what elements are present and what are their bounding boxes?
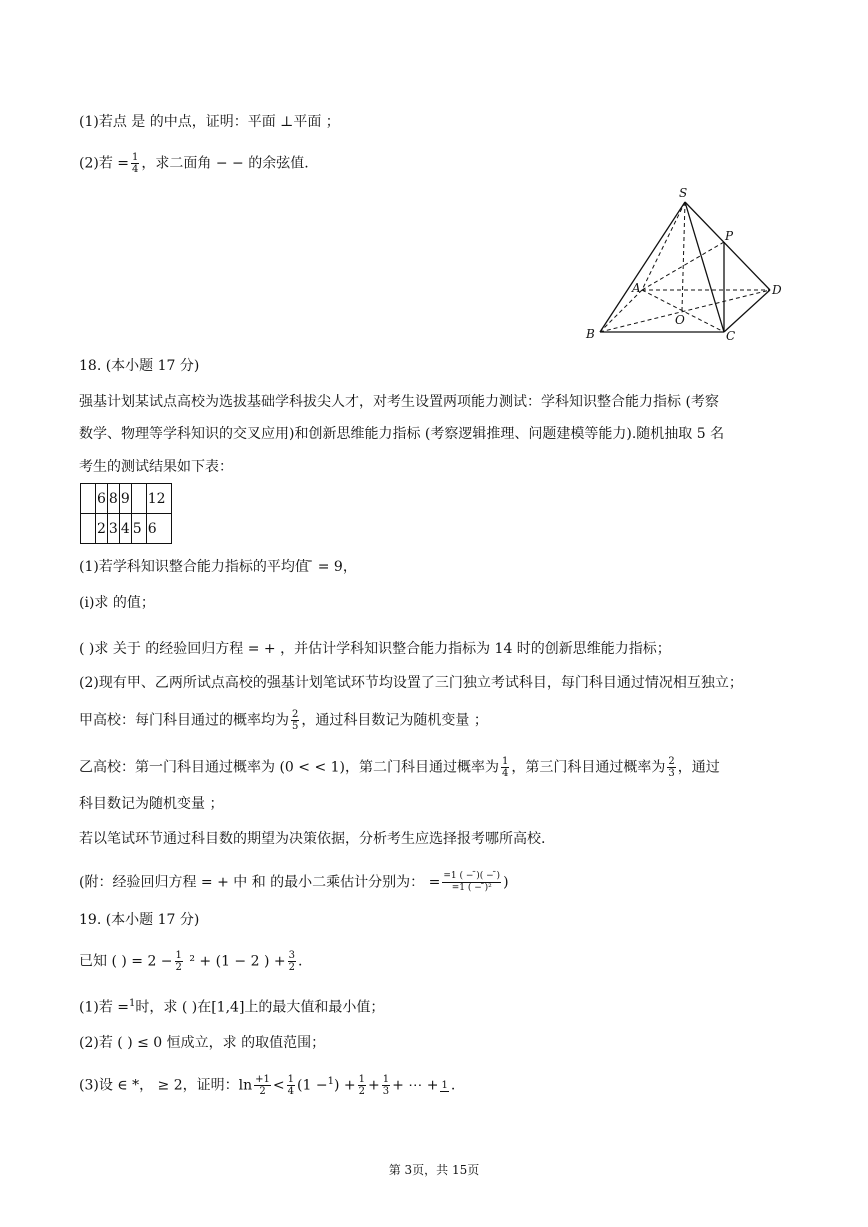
- q17-part2-text-b: ，求二面角 − − 的余弦值.: [141, 155, 309, 172]
- q17-part2: [79, 152, 309, 175]
- q19-header: 19. (本小题 17 分): [79, 912, 200, 928]
- table-cell: 6: [96, 484, 108, 514]
- table-cell: 5: [131, 514, 146, 544]
- def-fraction-2: $\frac{3}{2}$: [288, 950, 295, 973]
- q19-definition: [79, 950, 302, 973]
- q19-part3: [79, 1072, 455, 1097]
- yi-text-b: ，第三门科目通过概率为: [511, 759, 666, 776]
- table-cell: 12: [146, 484, 171, 514]
- table-cell: 3: [107, 514, 119, 544]
- q19p1-text-b: 时，求 ( )在[1,4]上的最大值和最小值；: [135, 999, 385, 1016]
- label-D: D: [772, 283, 782, 297]
- q19p3-fraction-5: 1: [441, 1079, 448, 1091]
- q19p3-sup: 1: [327, 1076, 334, 1087]
- q18-intro-line2: 数学、物理等学科知识的交叉应用)和创新思维能力指标 (考察逻辑推理、问题建模等能力).随机抽取 5 名: [79, 426, 725, 442]
- q19p3-fraction-4: $\frac{1}{3}$: [382, 1074, 390, 1098]
- table-row: [81, 484, 172, 514]
- edge-AB: [600, 290, 642, 332]
- q18-part1: (1)若学科知识整合能力指标的平均值 ̄ = 9，: [79, 559, 357, 575]
- label-S: S: [679, 186, 688, 200]
- label-P: P: [725, 229, 734, 243]
- jia-text-b: ，通过科目数记为随机变量 ；: [301, 712, 488, 729]
- edge-SA: [642, 202, 685, 290]
- q19p1-sup: 1: [129, 998, 136, 1009]
- table-cell: 6: [146, 514, 171, 544]
- appendix-text-a: (附：经验回归方程 = + 中 和 的最小二乘估计分别为： =: [79, 874, 441, 891]
- q19p3-fraction-3: $\frac{1}{2}$: [358, 1074, 365, 1098]
- q18-school-yi: [79, 756, 720, 779]
- label-A: A: [632, 281, 641, 295]
- def-text-b: ² + (1 − 2 ) +: [184, 953, 286, 970]
- q18-part1-ii: ( )求 关于 的经验回归方程 = + ，并估计学科知识整合能力指标为 14 时的创新思维能力指标；: [79, 641, 671, 657]
- q19p3-text-c: (1 −: [297, 1077, 328, 1094]
- def-text-c: .: [298, 953, 303, 970]
- table-cell: 9: [119, 484, 131, 514]
- q17-part1: (1)若点 是 的中点，证明：平面 ⊥平面 ；: [79, 114, 340, 130]
- q19p3-text-b: <: [272, 1077, 285, 1094]
- q19p3-text-a: (3)设 ∈ *， ≥ 2，证明：ln: [79, 1077, 253, 1094]
- score-table: [80, 483, 172, 544]
- q18-intro-line3: 考生的测试结果如下表：: [79, 459, 233, 475]
- def-text-a: 已知 ( ) = 2 −: [79, 953, 173, 970]
- table-row: [81, 514, 172, 544]
- edge-BD: [600, 290, 770, 332]
- table-cell: 4: [119, 514, 131, 544]
- q18-intro-line1: 强基计划某试点高校为选拔基础学科拔尖人才，对考生设置两项能力测试：学科知识整合能力指标 (考察: [79, 394, 719, 410]
- q17-fraction: $\frac{1}{4}$: [132, 152, 139, 175]
- q19p3-fraction-2: $\frac{1}{4}$: [287, 1074, 294, 1098]
- q19-part2: (2)若 ( ) ≤ 0 恒成立，求 的取值范围；: [79, 1035, 326, 1051]
- pyramid-figure: [580, 180, 790, 348]
- yi-fraction-1: $\frac{1}{4}$: [502, 756, 509, 779]
- q17-part2-text-a: (2)若 =: [79, 155, 130, 172]
- q19p1-text-a: (1)若 =: [79, 999, 130, 1016]
- appendix-text-b: ): [503, 874, 509, 891]
- yi-fraction-2: $\frac{2}{3}$: [668, 756, 675, 779]
- label-B: B: [586, 327, 595, 341]
- edge-SO: [682, 202, 685, 310]
- q19p3-text-f: + ⋯ +: [392, 1077, 439, 1094]
- yi-text-c: ，通过: [677, 759, 720, 776]
- q18-part1-i: (i)求 的值；: [79, 595, 155, 611]
- q19p3-fraction-1: $\frac{+1}{2}$: [255, 1074, 270, 1098]
- label-C: C: [726, 329, 736, 343]
- table-cell: [81, 514, 96, 544]
- edge-SB: [600, 202, 685, 332]
- table-cell: [131, 484, 146, 514]
- jia-fraction: $\frac{2}{5}$: [292, 709, 299, 732]
- q19p3-text-e: +: [367, 1077, 380, 1094]
- appendix-fraction: $\frac{=1 ( - ̄)( - ̄)}{\text{=1 ( − ̄)²}}$: [443, 871, 501, 893]
- q18-appendix: [79, 871, 509, 894]
- table-cell: 2: [96, 514, 108, 544]
- q18-decision: 若以笔试环节通过科目数的期望为决策依据，分析考生应选择报考哪所高校.: [79, 831, 546, 847]
- page-footer: 第 3页，共 15页: [388, 1163, 480, 1177]
- yi-text-a: 乙高校：第一门科目通过概率为 (0 < < 1)，第二门科目通过概率为: [79, 759, 499, 776]
- edge-CD: [724, 290, 770, 332]
- q18-school-yi-line2: 科目数记为随机变量 ；: [79, 796, 224, 812]
- label-O: O: [675, 313, 685, 327]
- table-cell: [81, 484, 96, 514]
- jia-text-a: 甲高校：每门科目通过的概率均为: [79, 712, 289, 729]
- q19p3-text-d: ) +: [333, 1077, 356, 1094]
- table-cell: 8: [107, 484, 119, 514]
- q18-school-jia: [79, 709, 488, 732]
- def-fraction-1: $\frac{1}{2}$: [175, 950, 182, 973]
- q18-part2: (2)现有甲、乙两所试点高校的强基计划笔试环节均设置了三门独立考试科目，每门科目通过情况相互独立；: [79, 675, 743, 691]
- q19p3-text-g: .: [450, 1077, 456, 1094]
- q19-part1: [79, 994, 384, 1018]
- q18-header: 18. (本小题 17 分): [79, 358, 200, 374]
